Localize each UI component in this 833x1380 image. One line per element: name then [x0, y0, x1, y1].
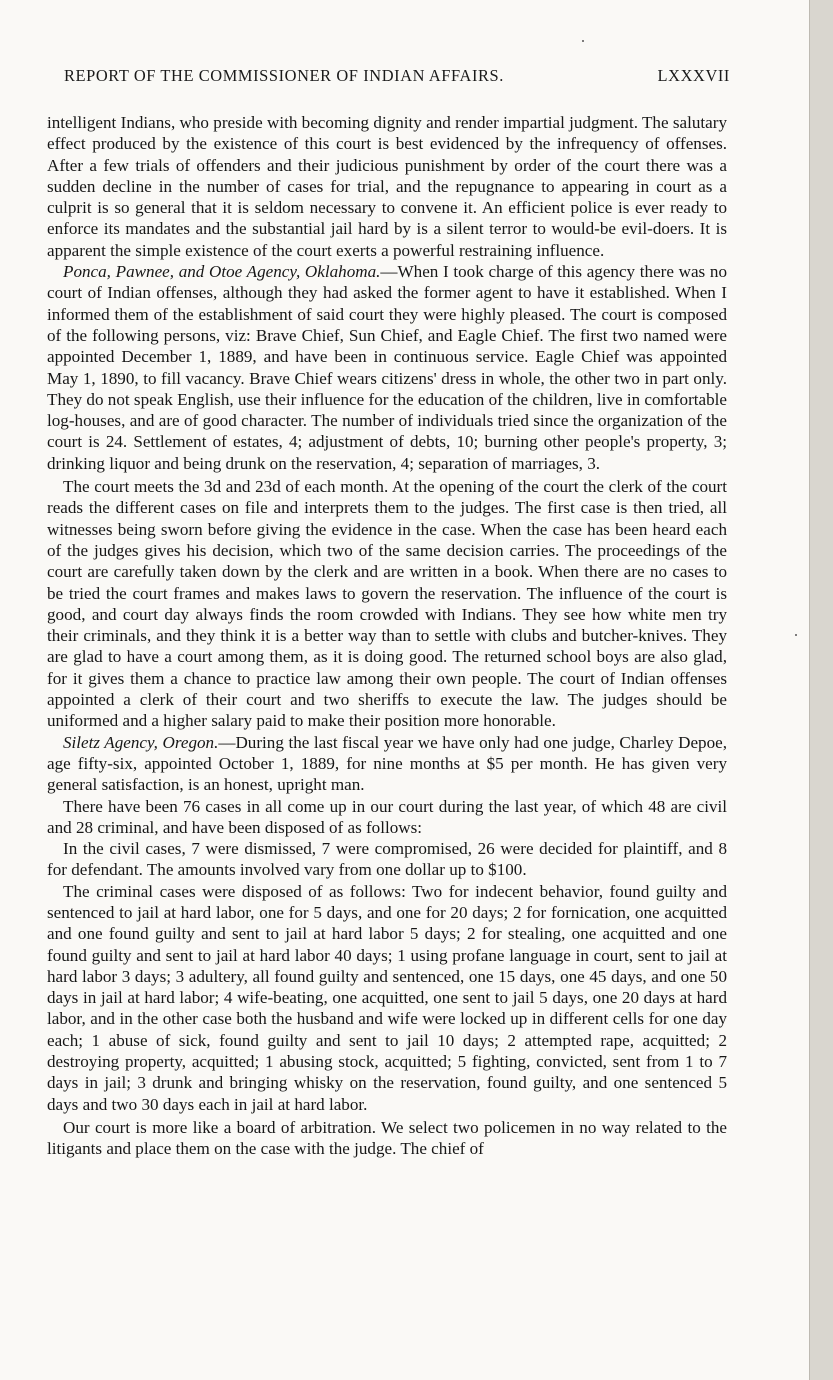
paragraph-text: intelligent Indians, who preside with becoming dignity and render impartial judgment. The salutary effect produced by the existence of this court is best evidenced by the infrequency of offenses. After a few trials of offenders and their judicious punishment by order of the court there was a sudden decline in the number of cases for trial, and the repugnance to appearing in court as a culprit is so general that it is seldom necessary to convene it. An efficient police is ever ready to enforce its mandates and the substantial jail hard by is a silent terror to would-be evil-doers. It is apparent the simple existence of the court exerts a powerful restraining influence. — [47, 113, 727, 260]
page-header — [64, 66, 730, 90]
paragraph-text: —During the last fiscal year we have only had one judge, Charley Depoe, age fifty-six, appointed October 1, 1889, for nine months at $5 per month. He has given very general satisfaction, is an honest, upright man. — [47, 732, 727, 795]
body-text — [47, 112, 727, 1160]
scan-speck — [795, 634, 797, 636]
paragraph-text: In the civil cases, 7 were dismissed, 7 were compromised, 26 were decided for plaintiff, and 8 for defendant. The amounts involved vary from one dollar up to $100. — [47, 839, 727, 880]
paragraph-text: —When I took charge of this agency there was no court of Indian offenses, although they had asked the former agent to have it established. When I informed them of the establishment of said court they were highly pleased. The court is composed of the following persons, viz: Brave Chief, Sun Chief, and Eagle Chief. The first two named were appointed December 1, 1889, and have been in continuous service. Eagle Chief was appointed May 1, 1890, to fill vacancy. Brave Chief wears citizens' dress in whole, the other two in part only. They do not speak English, use their influence for the education of the children, live in comfortable log-houses, and are of good character. The number of individuals tried since the organization of the court is 24. Settlement of estates, 4; adjustment of debts, 10; burning other people's property, 3; drinking liquor and being drunk on the reservation, 4; separation of marriages, 3. — [47, 262, 727, 473]
agency-heading: Ponca, Pawnee, and Otoe Agency, Oklahoma. — [63, 262, 381, 282]
paragraph-text: The criminal cases were disposed of as follows: Two for indecent behavior, found guilty and sentenced to jail at hard labor, one for 5 days, and one for 20 days; 2 for fornication, one acquitted and one found guilty and sent to jail at hard labor 5 days; 2 for stealing, one acquitted and one found guilty and sent to jail at hard labor 40 days; 1 using profane language in court, sent to jail at hard labor 3 days; 3 adultery, all found guilty and sentenced, one 15 days, one 45 days, and one 50 days in jail at hard labor; 4 wife-beating, one acquitted, one sent to jail 5 days, one 20 days at hard labor, and in the other case both the husband and wife were locked up in different cells for one day each; 1 abuse of sick, found guilty and sent to jail 10 days; 2 attempted rape, acquitted; 2 destroying property, acquitted; 1 abusing stock, acquitted; 5 fighting, convicted, sent from 1 to 7 days in jail; 3 drunk and bringing whisky on the reservation, found guilty, and one sentenced 5 days and two 30 days each in jail at hard labor. — [47, 881, 727, 1114]
running-title: REPORT OF THE COMMISSIONER OF INDIAN AFFAIRS. — [64, 66, 504, 85]
paragraph — [47, 838, 727, 881]
paragraph — [47, 112, 727, 261]
paragraph — [47, 732, 727, 796]
scan-gutter — [810, 0, 833, 1380]
paragraph — [47, 796, 727, 839]
paragraph — [47, 881, 727, 1115]
scan-speck — [582, 40, 584, 42]
paragraph-text: There have been 76 cases in all come up in our court during the last year, of which 48 are civil and 28 criminal, and have been disposed of as follows: — [47, 796, 727, 837]
paragraph-text: The court meets the 3d and 23d of each month. At the opening of the court the clerk of the court reads the different cases on file and interprets them to the judges. The first case is then tried, all witnesses being sworn before giving the evidence in the case. When the case has been heard each of the judges gives his decision, which two of the same decision carries. The proceedings of the court are carefully taken down by the clerk and are written in a book. When there are no cases to be tried the court frames and makes laws to govern the reservation. The influence of the court is good, and court day always finds the room crowded with Indians. They see how white men try their criminals, and they think it is a better way than to settle with clubs and butcher-knives. They are glad to have a court among them, as it is doing good. The returned school boys are also glad, for it gives them a chance to practice law among their own people. The court of Indian offenses appointed a clerk of their court and two sheriffs to execute the law. The judges should be uniformed and a higher salary paid to make their position more honorable. — [47, 477, 727, 731]
paragraph — [47, 1117, 727, 1160]
paragraph — [47, 261, 727, 474]
agency-heading: Siletz Agency, Oregon. — [63, 732, 219, 752]
paragraph-text: Our court is more like a board of arbitration. We select two policemen in no way related to the litigants and place them on the case with the judge. The chief of — [47, 1117, 727, 1159]
page-number: LXXXVII — [657, 66, 730, 85]
paragraph — [47, 476, 727, 732]
